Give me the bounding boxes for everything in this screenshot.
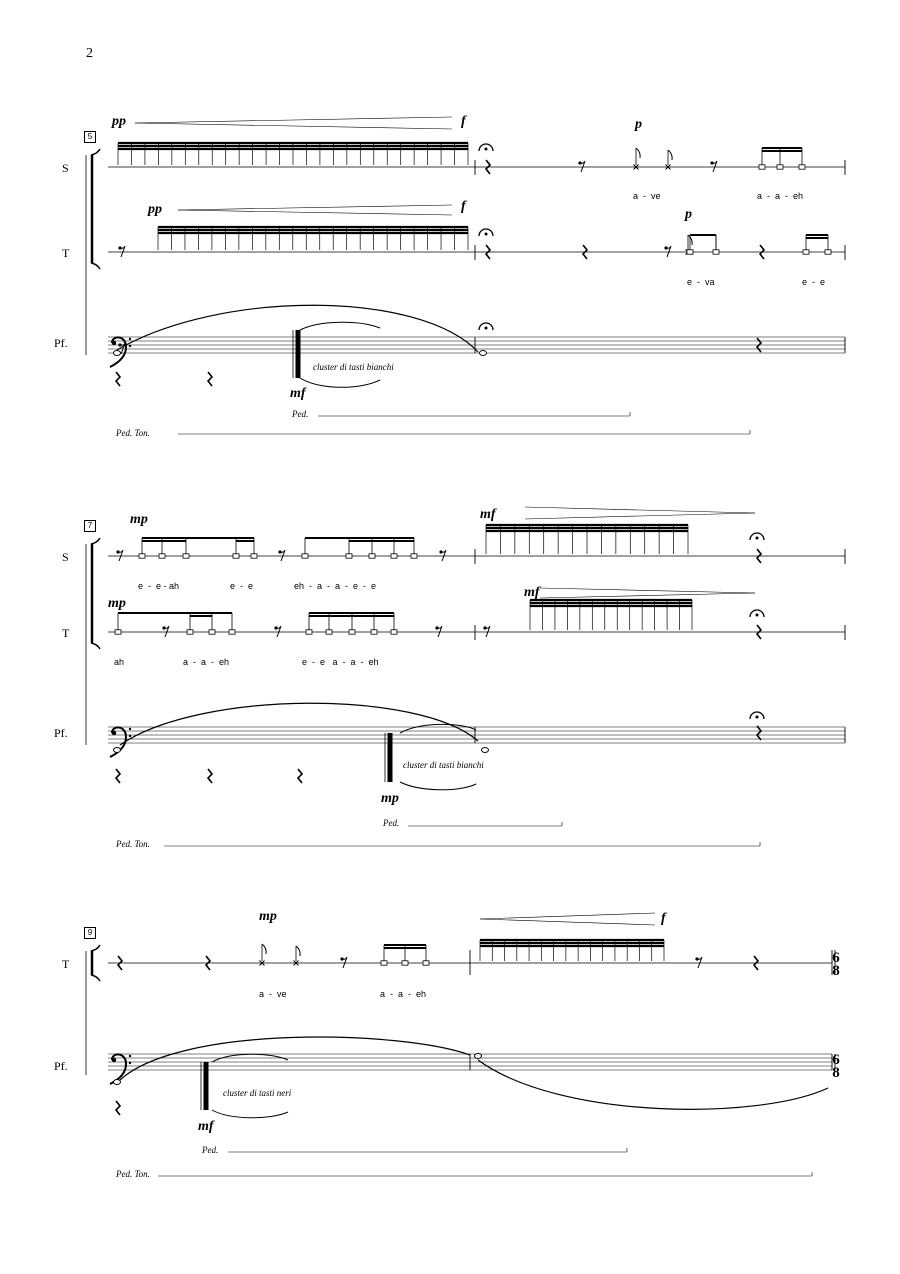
eighth-rest	[666, 246, 671, 257]
dynamic-marking: mp	[381, 791, 399, 806]
system-bracket	[91, 643, 100, 649]
cluster-instruction: cluster di tasti bianchi	[313, 362, 394, 372]
bass-clef-icon	[112, 731, 116, 735]
lyric: a - a - eh	[380, 989, 427, 999]
system-bracket	[91, 945, 100, 951]
lyric: e - e	[230, 581, 254, 591]
dynamic-marking: mp	[108, 596, 126, 611]
note-head	[777, 165, 783, 169]
dynamic-marking: mf	[290, 386, 306, 401]
note-head	[369, 554, 375, 558]
hairpin	[540, 588, 755, 593]
fermata-icon	[485, 148, 488, 151]
dynamic-marking: mp	[259, 909, 277, 924]
hairpin	[540, 593, 755, 598]
eighth-rest	[164, 626, 169, 637]
lyric: ah	[114, 657, 125, 667]
pedal-marking: Ped. Ton.	[116, 1169, 150, 1179]
eighth-rest	[342, 957, 347, 968]
note-head	[302, 554, 308, 558]
note-head	[114, 351, 121, 356]
pedal-marking: Ped.	[292, 409, 309, 419]
fermata-icon	[485, 327, 488, 330]
note-head	[139, 554, 145, 558]
hairpin	[178, 210, 452, 215]
measure-number: 7	[84, 520, 96, 532]
eighth-rest	[280, 550, 285, 561]
hairpin	[178, 205, 452, 210]
cluster-instruction: cluster di tasti neri	[223, 1088, 292, 1098]
slur	[120, 1037, 470, 1080]
lyric: eh - a - a - e - e	[294, 581, 377, 591]
pedal-marking: Ped. Ton.	[116, 428, 150, 438]
eighth-rest	[712, 161, 717, 172]
piano-label: Pf.	[54, 1059, 68, 1073]
bass-clef-icon	[112, 1058, 116, 1062]
slur	[300, 378, 380, 387]
note-head	[159, 554, 165, 558]
dynamic-marking: mf	[198, 1119, 214, 1134]
quarter-rest	[208, 372, 212, 386]
lyric: e - e	[802, 277, 826, 287]
note-flag	[636, 148, 640, 158]
bass-clef-icon	[129, 345, 131, 347]
note-head	[251, 554, 257, 558]
dynamic-marking: p	[685, 207, 692, 222]
system-bracket	[91, 538, 100, 544]
bass-clef-icon	[129, 728, 131, 730]
pedal-marking: Ped. Ton.	[116, 839, 150, 849]
hairpin	[480, 913, 655, 919]
cluster-note	[204, 1062, 209, 1110]
pedal-marking: Ped.	[383, 818, 400, 828]
pedal-marking: Ped.	[202, 1145, 219, 1155]
tenor-label: T	[62, 246, 70, 260]
page-number: 2	[86, 46, 93, 61]
dynamic-marking: mf	[524, 585, 540, 600]
slur	[300, 322, 380, 330]
note-head	[391, 630, 397, 634]
note-head	[306, 630, 312, 634]
lyric: a - ve	[259, 989, 287, 999]
note-head	[233, 554, 239, 558]
note-head	[482, 748, 489, 753]
time-signature: 6 8	[832, 1052, 840, 1081]
quarter-rest	[116, 1101, 120, 1115]
tenor-label: T	[62, 957, 70, 971]
fermata-icon	[756, 716, 759, 719]
eighth-rest	[118, 550, 123, 561]
lyric: e - va	[687, 277, 715, 287]
hairpin	[135, 117, 452, 123]
eighth-rest	[120, 246, 125, 257]
system-bracket	[91, 263, 100, 269]
lyric: a - ve	[633, 191, 661, 201]
time-signature: 6 8	[832, 950, 840, 979]
note-head	[825, 250, 831, 254]
note-head	[402, 961, 408, 965]
hairpin	[525, 513, 755, 519]
system-bracket	[91, 975, 100, 981]
dynamic-marking: pp	[148, 202, 162, 217]
note-head	[326, 630, 332, 634]
note-head	[391, 554, 397, 558]
bass-clef-icon	[129, 338, 131, 340]
note-head	[346, 554, 352, 558]
cluster-instruction: cluster di tasti bianchi	[403, 760, 484, 770]
dynamic-marking: pp	[112, 114, 126, 129]
lyric: a - a - eh	[183, 657, 230, 667]
note-head	[713, 250, 719, 254]
quarter-rest	[757, 726, 761, 740]
bass-clef-icon	[112, 341, 116, 345]
cluster-note	[388, 733, 393, 782]
dynamic-marking: f	[661, 911, 666, 926]
note-head	[371, 630, 377, 634]
soprano-label: S	[62, 550, 69, 564]
slur	[212, 1110, 288, 1118]
note-head	[687, 250, 693, 254]
bass-clef-icon	[129, 1055, 131, 1057]
note-flag	[668, 150, 672, 160]
eighth-rest	[485, 626, 490, 637]
fermata-icon	[756, 537, 759, 540]
note-head	[799, 165, 805, 169]
note-head	[114, 1080, 121, 1085]
note-head	[480, 351, 487, 356]
note-head	[209, 630, 215, 634]
eighth-rest	[441, 550, 446, 561]
piano-label: Pf.	[54, 726, 68, 740]
eighth-rest	[276, 626, 281, 637]
dynamic-marking: mf	[480, 507, 496, 522]
bass-clef-icon	[129, 1062, 131, 1064]
note-head	[187, 630, 193, 634]
note-head	[183, 554, 189, 558]
measure-number: 5	[84, 131, 96, 143]
fermata-icon	[756, 614, 759, 617]
note-head	[803, 250, 809, 254]
dynamic-marking: mp	[130, 512, 148, 527]
note-head	[229, 630, 235, 634]
slur	[400, 782, 476, 790]
note-head	[349, 630, 355, 634]
dynamic-marking: f	[461, 199, 466, 214]
dynamic-marking: f	[461, 114, 466, 129]
system-bracket	[91, 149, 100, 155]
fermata-icon	[485, 233, 488, 236]
note-flag	[296, 946, 300, 956]
lyric: e - e - ah	[138, 581, 180, 591]
lyric: a - a - eh	[757, 191, 804, 201]
cluster-note	[296, 330, 301, 378]
note-head	[114, 748, 121, 753]
quarter-rest	[298, 769, 302, 783]
eighth-rest	[437, 626, 442, 637]
note-head	[381, 961, 387, 965]
note-head	[411, 554, 417, 558]
eighth-rest	[580, 161, 585, 172]
note-flag	[262, 944, 266, 954]
hairpin	[480, 919, 655, 925]
quarter-rest	[116, 769, 120, 783]
piano-label: Pf.	[54, 336, 68, 350]
quarter-rest	[208, 769, 212, 783]
note-head	[115, 630, 121, 634]
quarter-rest	[116, 372, 120, 386]
measure-number: 9	[84, 927, 96, 939]
note-head	[759, 165, 765, 169]
note-head	[475, 1054, 482, 1059]
bass-clef-icon	[129, 735, 131, 737]
hairpin	[135, 123, 452, 129]
lyric: e - e a - a - eh	[302, 657, 379, 667]
note-head	[423, 961, 429, 965]
soprano-label: S	[62, 161, 69, 175]
hairpin	[525, 507, 755, 513]
slur	[478, 1060, 828, 1109]
eighth-rest	[697, 957, 702, 968]
dynamic-marking: p	[635, 117, 642, 132]
tenor-label: T	[62, 626, 70, 640]
